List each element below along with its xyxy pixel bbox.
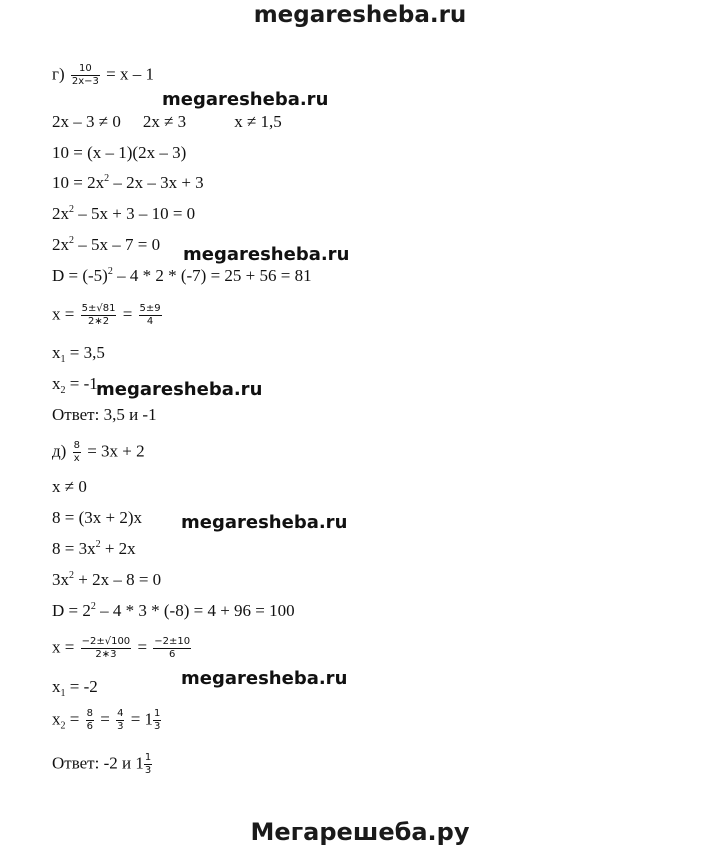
site-header: megaresheba.ru (253, 2, 467, 28)
part-d-roots-formula: x = $\frac{-2\pm√100}{2∗3}$ = $\frac{-2\pm 10}{6}$ (52, 636, 191, 660)
part-g-line4: $2x^2 - 5x + 3 - 10 = 0$ (52, 204, 196, 223)
site-footer: Мегарешеба.ру (250, 818, 470, 846)
fraction: $\frac{5\pm 9}{4}$ (139, 303, 161, 327)
part-g-root2: $x_2 = -1$ (52, 374, 98, 396)
watermark: megaresheba.ru (96, 379, 263, 400)
fraction: $\frac{8}{6}$ (86, 708, 93, 732)
part-g-discriminant: $D = (-5)^2 - 4 * 2 * (-7) = 25 + 56 = 81$ (52, 266, 312, 285)
fraction: $\frac{1}{3}$ (144, 752, 152, 776)
watermark: megaresheba.ru (181, 668, 348, 689)
part-g-label: г) (52, 64, 65, 84)
watermark: megaresheba.ru (183, 244, 350, 265)
part-g-domain: 2x – 3 ≠ 0 2x ≠ 3 x ≠ 1,5 (52, 112, 282, 131)
part-d-label: д) (52, 441, 67, 461)
part-g-answer: Ответ: 3,5 и -1 (52, 405, 157, 424)
part-g-roots-formula: x = $\frac{5\pm√81}{2∗2}$ = $\frac{5\pm 9}{4}$ (52, 303, 161, 327)
fraction: $\frac{5\pm√81}{2∗2}$ (81, 303, 116, 327)
watermark: megaresheba.ru (181, 512, 348, 533)
part-d-equation: д) $\frac{8}{x}$ = 3x + 2 (52, 440, 145, 464)
part-d-line4: $3x^2 + 2x - 8 = 0$ (52, 570, 162, 589)
part-g-line2: 10 = (x – 1)(2x – 3) (52, 143, 187, 162)
fraction: $\frac{4}{3}$ (117, 708, 124, 732)
watermark: megaresheba.ru (162, 89, 329, 110)
part-g-line3: $10 = 2x^2 - 2x - 3x + 3$ (52, 173, 204, 192)
fraction: $\frac{8}{x}$ (73, 440, 80, 464)
part-d-domain: x ≠ 0 (52, 477, 87, 496)
part-g-root1: $x_1 = 3,5$ (52, 343, 105, 365)
fraction: $\frac{10}{2x-3}$ (71, 63, 99, 87)
fraction: $\frac{-2\pm 10}{6}$ (154, 636, 191, 660)
part-d-line3: $8 = 3x^2 + 2x$ (52, 539, 136, 558)
part-d-answer: Ответ: -2 и 1 $\frac{1}{3}$ (52, 752, 152, 776)
part-d-root2: $x_2$ = $\frac{8}{6}$ = $\frac{4}{3}$ = 1 $\frac{1}{3}$ (52, 708, 161, 732)
part-d-line2: 8 = (3x + 2)x (52, 508, 142, 527)
fraction: $\frac{-2\pm√100}{2∗3}$ (81, 636, 131, 660)
part-g-line5: $2x^2 - 5x - 7 = 0$ (52, 235, 161, 254)
fraction: $\frac{1}{3}$ (154, 708, 161, 732)
part-g-equation: г) $\frac{10}{2x-3}$ = x – 1 (52, 63, 155, 87)
part-d-discriminant: $D = 2^2 - 4 * 3 * (-8) = 4 + 96 = 100$ (52, 601, 295, 620)
part-d-root1: $x_1 = -2$ (52, 677, 98, 699)
